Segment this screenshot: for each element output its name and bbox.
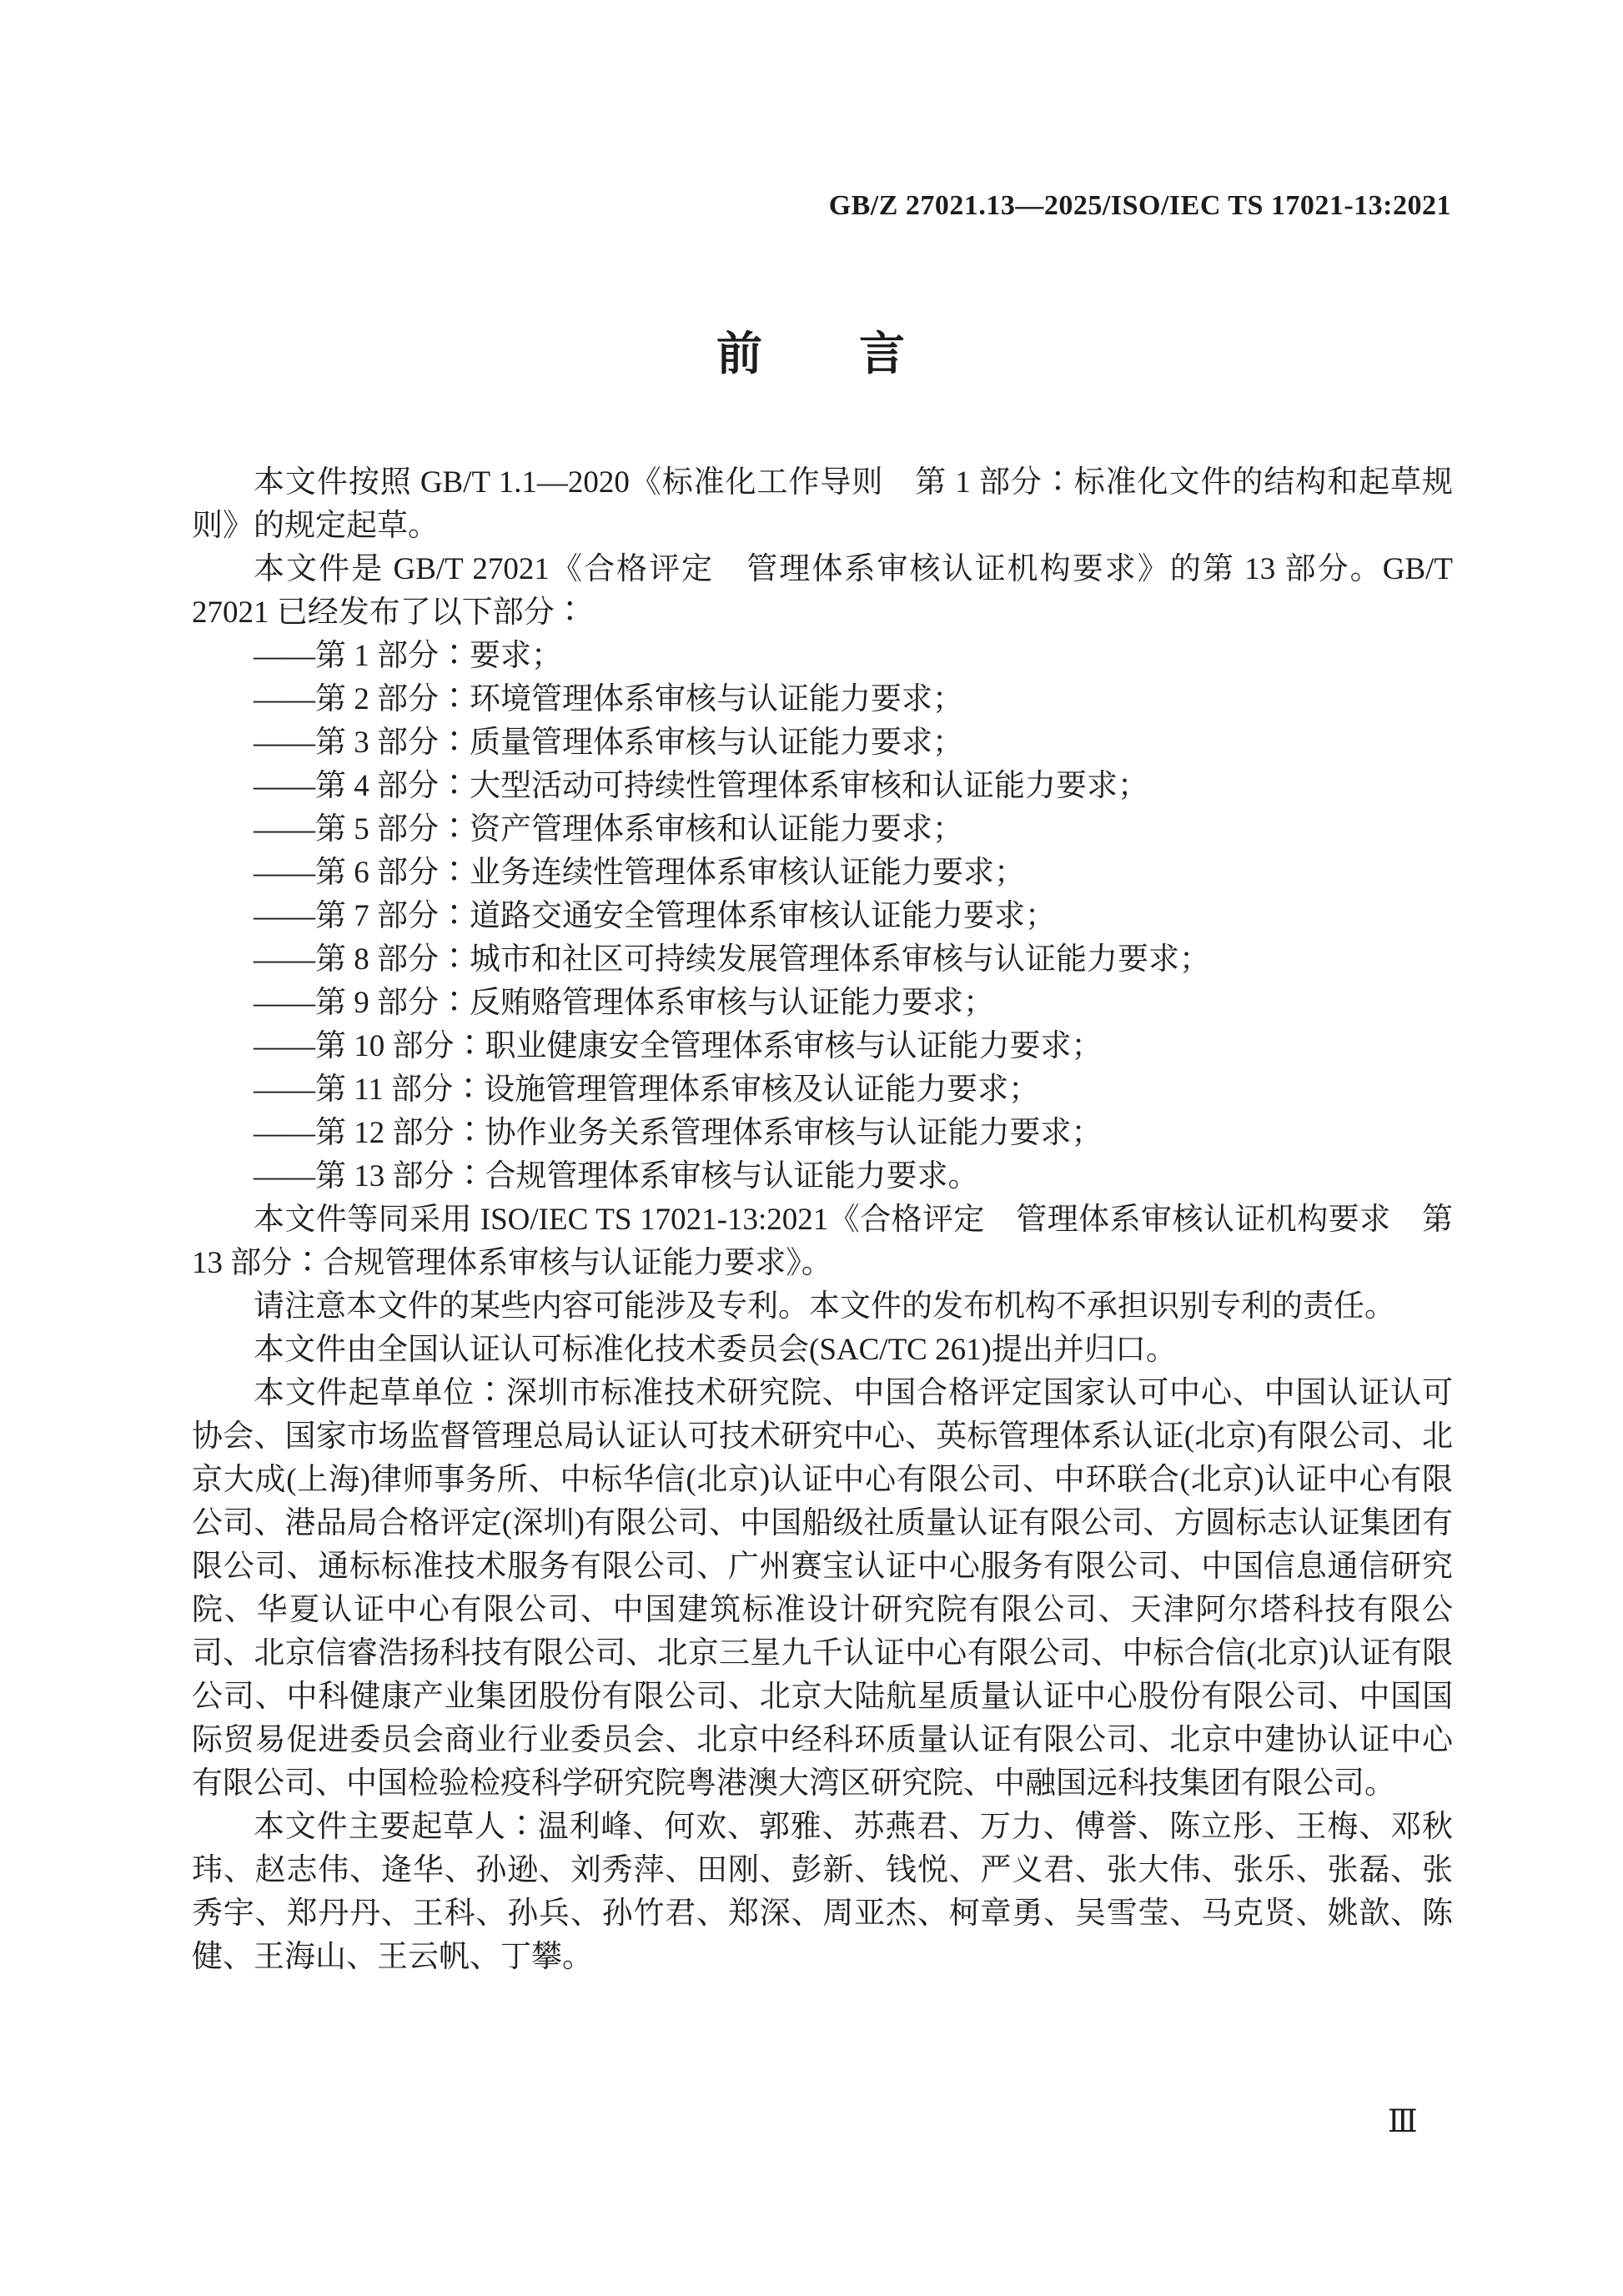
foreword-list-item: ——第 7 部分∶道路交通安全管理体系审核认证能力要求； — [254, 899, 1056, 933]
page-number: Ⅲ — [1388, 2105, 1418, 2139]
foreword-list-item: ——第 12 部分∶协作业务关系管理体系审核与认证能力要求； — [254, 1116, 1103, 1150]
foreword-paragraph: 本文件是 GB/T 27021《合格评定 管理体系审核认证机构要求》的第 13 部分。GB/T 27021 已经发布了以下部分∶ — [192, 552, 1453, 630]
foreword-list-item: ——第 9 部分∶反贿赂管理体系审核与认证能力要求； — [254, 986, 994, 1020]
foreword-list-item: ——第 8 部分∶城市和社区可持续发展管理体系审核与认证能力要求； — [254, 942, 1210, 977]
foreword-list-item: ——第 2 部分∶环境管理体系审核与认证能力要求； — [254, 682, 963, 716]
foreword-paragraph: 请注意本文件的某些内容可能涉及专利。本文件的发布机构不承担识别专利的责任。 — [254, 1289, 1395, 1324]
foreword-paragraph: 本文件等同采用 ISO/IEC TS 17021-13:2021《合格评定 管理体系审核认证机构要求 第 13 部分∶合规管理体系审核与认证能力要求》。 — [192, 1203, 1453, 1280]
foreword-list-item: ——第 5 部分∶资产管理体系审核和认证能力要求； — [254, 812, 963, 847]
foreword-list-item: ——第 11 部分∶设施管理管理体系审核及认证能力要求； — [254, 1073, 1040, 1107]
foreword-list-item: ——第 10 部分∶职业健康安全管理体系审核与认证能力要求； — [254, 1029, 1103, 1063]
foreword-list-item: ——第 6 部分∶业务连续性管理体系审核认证能力要求； — [254, 856, 1025, 890]
foreword-paragraph: 本文件按照 GB/T 1.1—2020《标准化工作导则 第 1 部分∶标准化文件的结构和起草规则》的规定起草。 — [192, 465, 1453, 543]
foreword-list-item: ——第 13 部分∶合规管理体系审核与认证能力要求。 — [254, 1159, 979, 1193]
document-code: GB/Z 27021.13—2025/ISO/IEC TS 17021-13:2021 — [828, 190, 1451, 221]
foreword-list-item: ——第 3 部分∶质量管理体系审核与认证能力要求； — [254, 726, 963, 760]
foreword-paragraph: 本文件起草单位∶深圳市标准技术研究院、中国合格评定国家认可中心、中国认证认可协会、国家市场监督管理总局认证认可技术研究中心、英标管理体系认证(北京)有限公司、北京大成(上海)律师事务所、中标华信(北京)认证中心有限公司、中环联合(北京)认证中心有限公司、港品局合格评定(深圳)有限公司、中国船级社质量认证有限公司、方圆标志认证集团有限公司、通标标准技术服务有限公司、广州赛宝认证中心服务有限公司、中国信息通信研究院、华夏认证中心有限公司、中国建筑标准设计研究院有限公司、天津阿尔塔科技有限公司、北京信睿浩扬科技有限公司、北京三星九千认证中心有限公司、中标合信(北京)认证有限公司、中科健康产业集团股份有限公司、北京大陆航星质量认证中心股份有限公司、中国国际贸易促进委员会商业行业委员会、北京中经科环质量认证有限公司、北京中建协认证中心有限公司、中国检验检疫科学研究院粤港澳大湾区研究院、中融国远科技集团有限公司。 — [192, 1376, 1453, 1801]
foreword-list-item: ——第 1 部分∶要求； — [254, 639, 562, 673]
foreword-title: 前 言 — [716, 328, 907, 379]
foreword-list-item: ——第 4 部分∶大型活动可持续性管理体系审核和认证能力要求； — [254, 769, 1148, 803]
foreword-paragraph: 本文件主要起草人∶温利峰、何欢、郭雅、苏燕君、万力、傅誉、陈立彤、王梅、邓秋玮、赵志伟、逄华、孙逊、刘秀萍、田刚、彭新、钱悦、严义君、张大伟、张乐、张磊、张秀宇、郑丹丹、王科、孙兵、孙竹君、郑深、周亚杰、柯章勇、吴雪莹、马克贤、姚歆、陈健、王海山、王云帆、丁攀。 — [192, 1810, 1453, 1974]
foreword-paragraph: 本文件由全国认证认可标准化技术委员会(SAC/TC 261)提出并归口。 — [254, 1333, 1177, 1367]
foreword-body — [192, 461, 1453, 1979]
